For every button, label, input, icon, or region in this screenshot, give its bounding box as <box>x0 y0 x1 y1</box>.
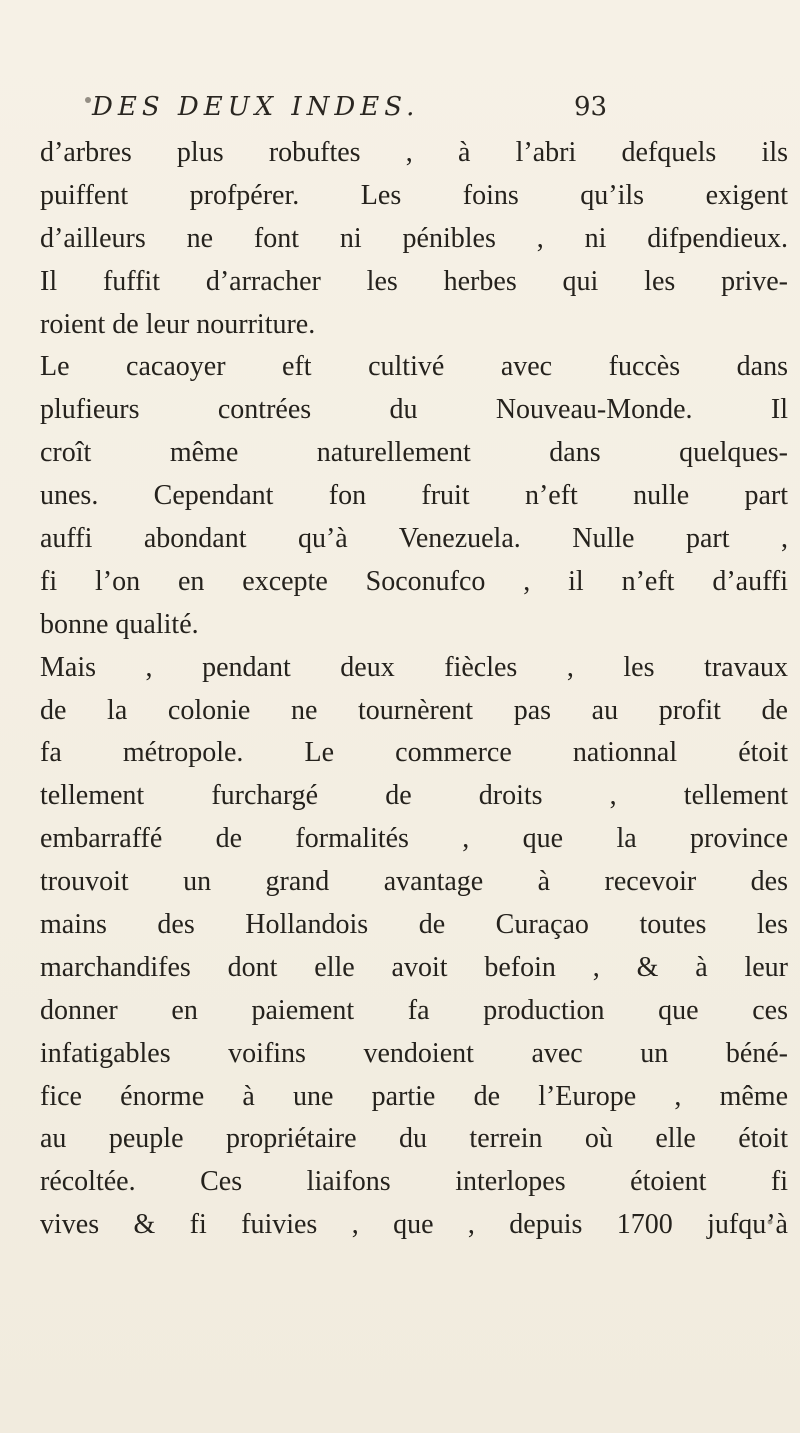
text-line: infatigables voifins vendoient avec un béné- <box>40 1037 788 1069</box>
text-line: trouvoit un grand avantage à recevoir des <box>40 866 788 898</box>
text-line: auffi abondant qu’à Venezuela. Nulle part , <box>40 523 788 555</box>
text-line: de la colonie ne tournèrent pas au profit de <box>40 694 788 726</box>
text-line: d’arbres plus robuftes , à l’abri defquels ils <box>40 137 788 168</box>
running-head: DES DEUX INDES. <box>92 92 420 122</box>
text-line: fice énorme à une partie de l’Europe , même <box>40 1080 788 1112</box>
text-line: fa métropole. Le commerce nationnal étoit <box>40 737 788 769</box>
text-line: mains des Hollandois de Curaçao toutes les <box>40 909 788 941</box>
text-line: d’ailleurs ne font ni pénibles , ni difpendieux. <box>40 222 788 254</box>
text-line: embarraffé de formalités , que la province <box>40 823 788 855</box>
text-line: marchandifes dont elle avoit befoin , & à leur <box>40 951 788 983</box>
text-line: roient de leur nourriture. <box>40 308 316 340</box>
text-line: fi l’on en excepte Soconufco , il n’eft d’auffi <box>40 565 788 597</box>
text-line: unes. Cependant fon fruit n’eft nulle part <box>40 480 788 512</box>
page-header <box>0 92 800 132</box>
text-line: donner en paiement fa production que ces <box>40 994 788 1026</box>
body-text <box>40 132 788 1247</box>
text-line: Mais , pendant deux fiècles , les travaux <box>40 651 788 683</box>
text-line: croît même naturellement dans quelques- <box>40 437 788 469</box>
text-line: puiffent profpérer. Les foins qu’ils exigent <box>40 179 788 211</box>
text-line: Il fuffit d’arracher les herbes qui les prive- <box>40 265 788 297</box>
text-line: Le cacaoyer eft cultivé avec fuccès dans <box>40 351 788 383</box>
text-line: tellement furchargé de droits , tellement <box>40 780 788 812</box>
text-line: récoltée. Ces liaifons interlopes étoient fi <box>40 1166 788 1198</box>
text-line: au peuple propriétaire du terrein où elle étoit <box>40 1123 788 1155</box>
page-number: 93 <box>574 92 608 122</box>
text-line: vives & fi fuivies , que , depuis 1700 jufqu’à <box>40 1209 788 1241</box>
text-line: plufieurs contrées du Nouveau-Monde. Il <box>40 394 788 426</box>
text-line: bonne qualité. <box>40 608 199 640</box>
